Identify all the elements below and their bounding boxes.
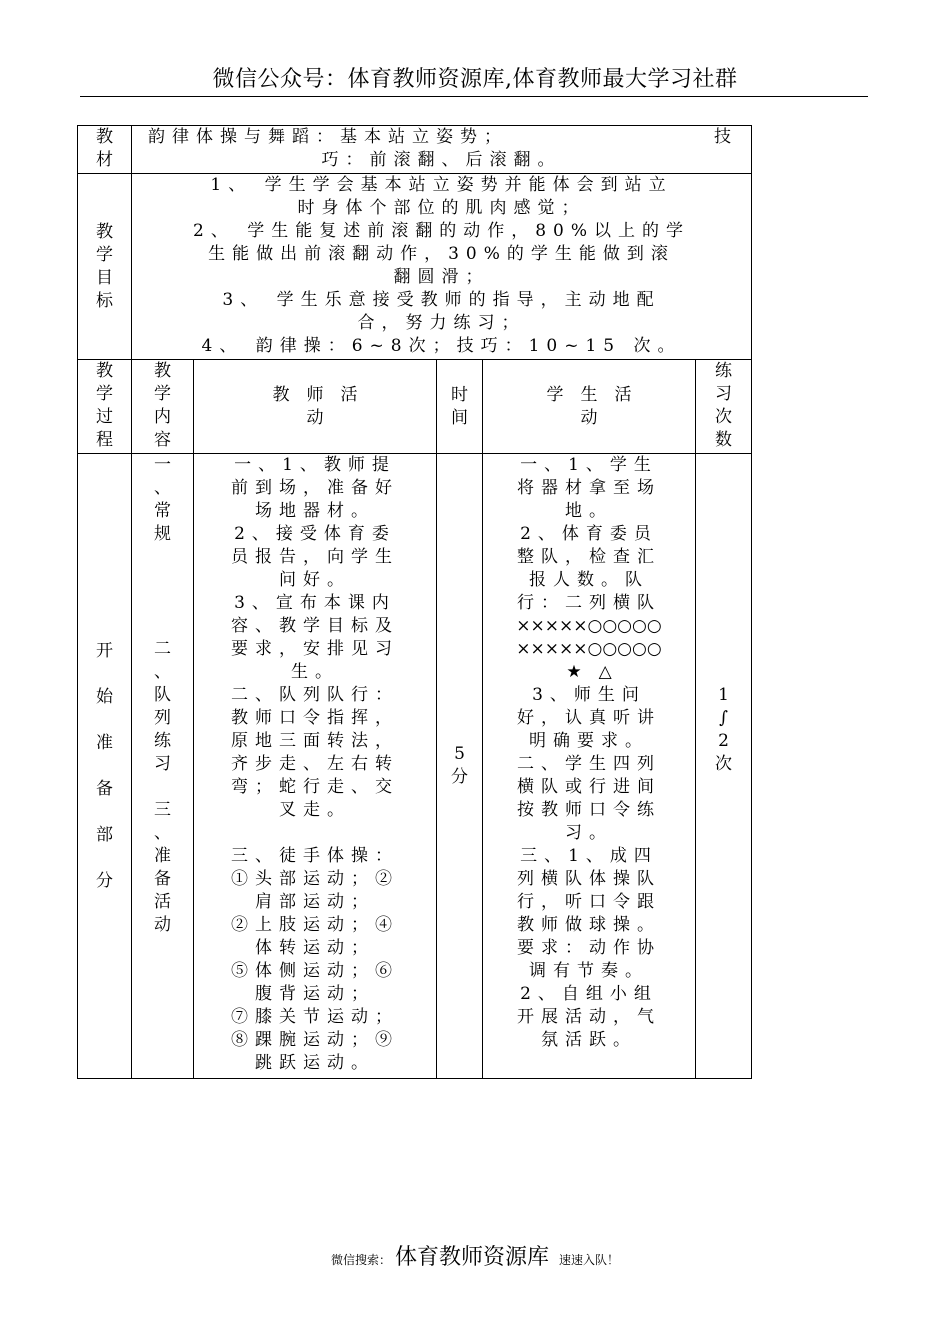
student-activity-cell: 一、1、学生 将器材拿至场 地。 2、体育委员 整队，检查汇 报人数。队 行：二列横队 ×××××○○○○○ ×××××○○○○○ ★ △ 3、师生问 好，认真听讲 明确要求。 二、学生四列 横队或行进间 按教师口令练 习。 三、1、成四 列横队体操队 行，听口令跟 教师做球操。 要求：动作协 调有节奏。 2、自组小组 开展活动，气 氛活跃。 bbox=[483, 454, 696, 1079]
formation-row-2: ×××××○○○○○ bbox=[516, 639, 662, 659]
section-content-items bbox=[132, 454, 194, 1079]
row-material bbox=[78, 126, 752, 174]
header-reps: 练 习 次 数 bbox=[696, 360, 752, 454]
lesson-plan-table bbox=[77, 125, 752, 1079]
teacher-activity-cell: 一、1、教师提 前到场，准备好 场地器材。 2、接受体育委 员报告，向学生 问好。 3、宣布本课内 容、教学目标及 要求，安排见习 生。 二、队列队行： 教师口令指挥， 原地三面转法， 齐步走、左右转 弯；蛇行走、交 叉走。 三、徒手体操： ①头部运动；② 肩部运动； ②上肢运动；④ 体转运动； ⑤体侧运动；⑥ 腹背运动； ⑦膝关节运动； ⑧踝腕运动；⑨ 跳跃运动。 bbox=[194, 454, 437, 1079]
header-teacher-activity: 教 师 活 动 bbox=[194, 360, 437, 454]
header-time: 时 间 bbox=[437, 360, 483, 454]
goal-line: 翻圆滑； bbox=[393, 267, 490, 287]
goal-line: 合，努力练习； bbox=[357, 313, 526, 333]
goals-label: 教 学 目 标 bbox=[78, 174, 132, 360]
section-process-label: 开 始 准 备 部 分 bbox=[78, 454, 132, 1079]
formation-row-1: ×××××○○○○○ bbox=[516, 616, 662, 636]
row-goals bbox=[78, 174, 752, 360]
goal-line: 2、 学生能复述前滚翻的动作，80%以上的学 bbox=[193, 221, 691, 241]
material-line-1: 韵律体操与舞蹈：基本站立姿势； bbox=[148, 127, 508, 147]
goals-content bbox=[132, 174, 752, 360]
row-column-headers bbox=[78, 360, 752, 454]
formation-markers: ★ △ bbox=[566, 662, 612, 682]
goal-line: 4、 韵律操：6~8次；技巧：10~15 次。 bbox=[201, 336, 682, 356]
footer-suffix: 速速入队！ bbox=[559, 1253, 620, 1267]
header-student-activity: 学 生 活 动 bbox=[483, 360, 696, 454]
goal-line: 生能做出前滚翻动作，30%的学生能做到滚 bbox=[208, 244, 675, 264]
goal-line: 1、 学生学会基本站立姿势并能体会到站立 bbox=[210, 175, 673, 195]
material-content bbox=[132, 126, 752, 174]
content-item-formation: 二 、 队 列 练 习 bbox=[154, 639, 171, 774]
material-line-2: 巧：前滚翻、后滚翻。 bbox=[321, 150, 562, 170]
material-line-1-right: 技 bbox=[714, 127, 732, 147]
header-divider bbox=[80, 96, 868, 97]
header-process: 教 学 过 程 bbox=[78, 360, 132, 454]
content-item-warmup: 三 、 准 备 活 动 bbox=[154, 800, 171, 935]
row-warmup-section bbox=[78, 454, 752, 1079]
header-content: 教 学 内 容 bbox=[132, 360, 194, 454]
footer-prefix: 微信搜索： bbox=[330, 1253, 391, 1267]
goal-line: 时身体个部位的肌肉感觉； bbox=[297, 198, 586, 218]
time-cell: 5 分 bbox=[437, 454, 483, 1079]
content-item-routine: 一 、 常 规 bbox=[154, 455, 171, 544]
page-footer bbox=[0, 1240, 950, 1271]
reps-cell: 1 ∫ 2 次 bbox=[696, 454, 752, 1079]
footer-name: 体育教师资源库 bbox=[394, 1245, 549, 1270]
goal-line: 3、 学生乐意接受教师的指导，主动地配 bbox=[222, 290, 661, 310]
material-label: 教 材 bbox=[78, 126, 132, 174]
page-header-title: 微信公众号：体育教师资源库,体育教师最大学习社群 bbox=[212, 67, 738, 92]
